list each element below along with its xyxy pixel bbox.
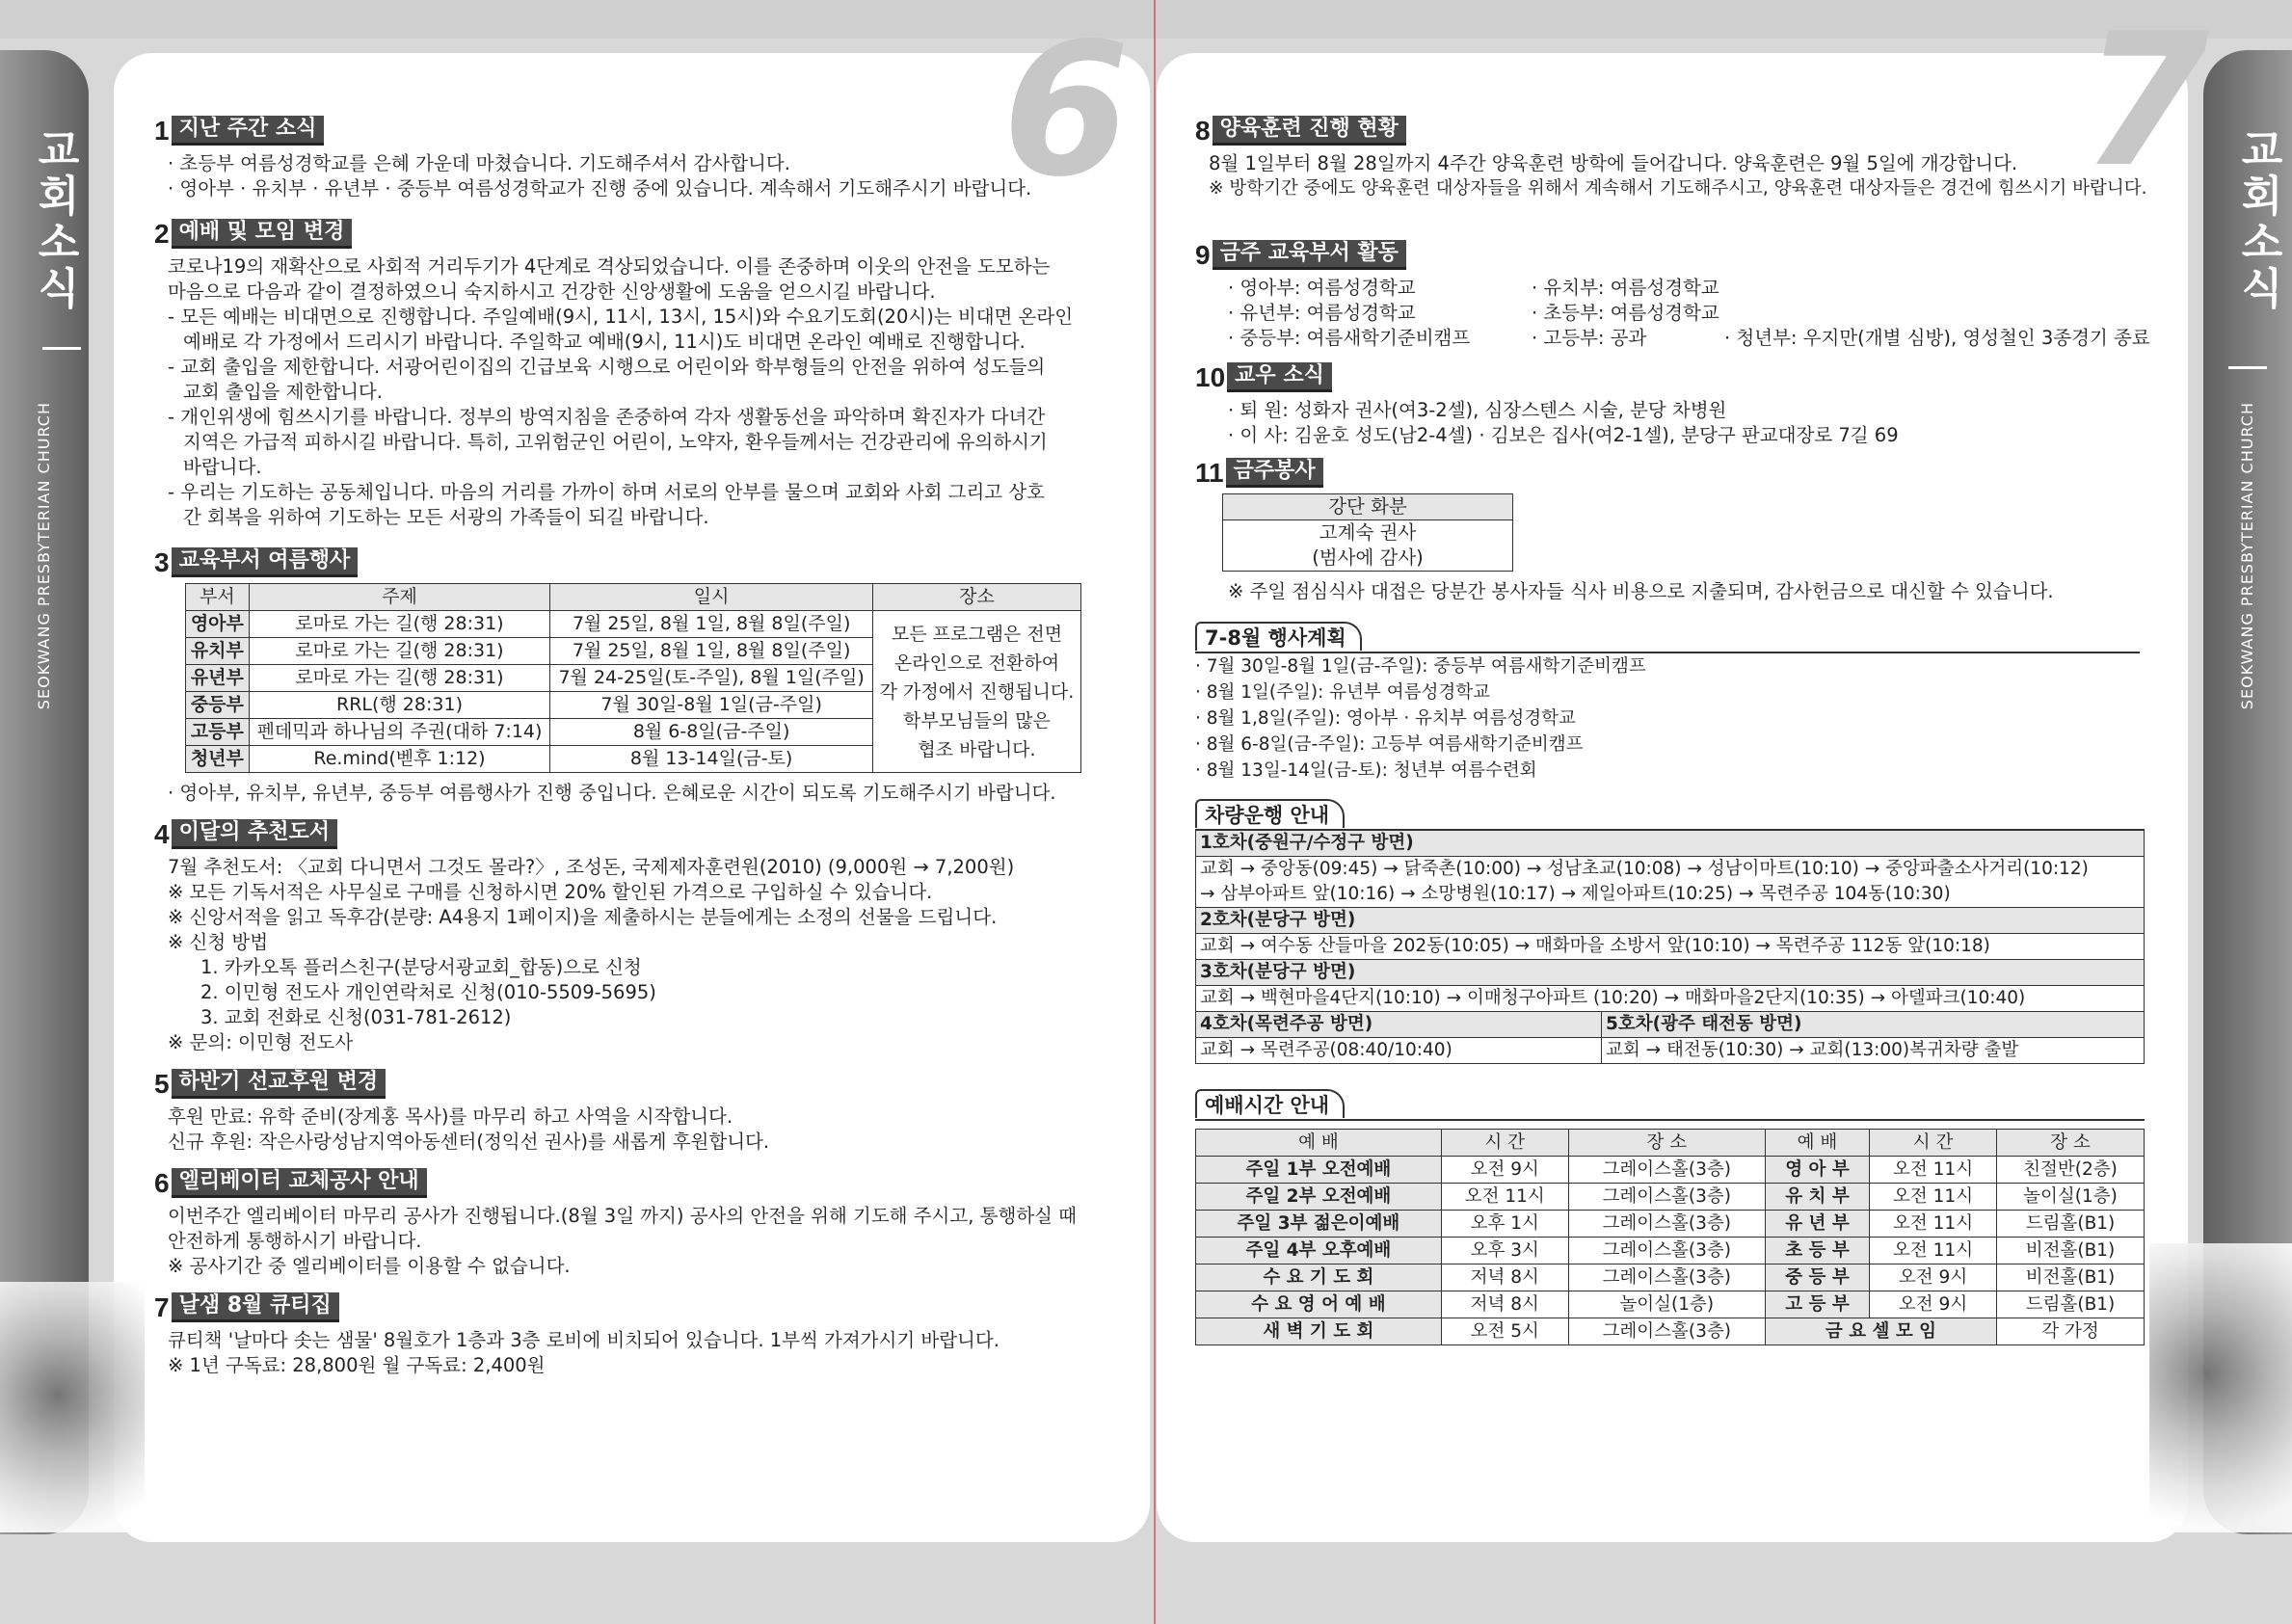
table-row	[1196, 1318, 2145, 1345]
table-header: 부서	[186, 584, 250, 611]
list-item: · 8월 1일(주일): 유년부 여름성경학교	[1195, 682, 1490, 703]
table-row	[1196, 1291, 2145, 1318]
list-item: · 8월 1,8일(주일): 영아부 · 유치부 여름성경학교	[1195, 708, 1576, 729]
place-line: 학부모님들의 많은	[903, 709, 1051, 732]
worship-place: 그레이스홀(3층)	[1568, 1238, 1765, 1265]
section-number: 4	[154, 818, 170, 849]
worship-time: 오전 11시	[1870, 1157, 1997, 1184]
theme-cell: 로마로 가는 길(행 28:31)	[249, 638, 550, 665]
worship-name: 영 아 부	[1765, 1157, 1869, 1184]
bus-route-line: 교회 → 여수동 산들마을 202동(10:05) → 매화마을 소방서 앞(10:10) → 목련주공 112동 앞(10:18)	[1200, 936, 1990, 956]
worship-place: 그레이스홀(3층)	[1568, 1184, 1765, 1211]
section-number: 10	[1195, 361, 1226, 392]
section-title: 엘리베이터 교체공사 안내	[172, 1168, 427, 1198]
dept-cell: 영아부	[186, 611, 250, 638]
text-line: · 퇴 원: 성화자 권사(여3-2셀), 심장스텐스 시술, 분당 차병원	[1228, 399, 1727, 421]
section-number: 2	[154, 218, 170, 249]
text-line: ※ 1년 구독료: 28,800원 월 구독료: 2,400원	[168, 1354, 546, 1376]
worship-time: 저녁 8시	[1441, 1265, 1568, 1291]
table-row	[186, 611, 1081, 638]
text-line: - 모든 예배는 비대면으로 진행합니다. 주일예배(9시, 11시, 13시, 15시)와 수요기도회(20시)는 비대면 온라인	[168, 306, 1074, 328]
bus-route	[1195, 908, 2145, 960]
text-line: · 이 사: 김윤호 성도(남2-4셀) · 김보은 집사(여2-1셀), 분당구 판교대장로 7길 69	[1228, 424, 1899, 446]
worship-name: 주일 2부 오전예배	[1196, 1184, 1442, 1211]
section-number: 1	[154, 115, 170, 146]
section-title: 예배 및 모임 변경	[172, 219, 353, 249]
section-training	[1195, 116, 2178, 201]
list-item: · 초등부: 여름성경학교	[1532, 302, 1719, 324]
worship-name: 중 등 부	[1765, 1265, 1869, 1291]
worship-time: 오전 11시	[1441, 1184, 1568, 1211]
table-header: 장소	[872, 584, 1080, 611]
side-title: 교회소식	[30, 127, 79, 312]
worship-name: 주일 1부 오전예배	[1196, 1157, 1442, 1184]
list-item: · 8월 6-8일(금-주일): 고등부 여름새학기준비캠프	[1195, 734, 1584, 755]
table-row	[1196, 1238, 2145, 1265]
text-line: 이번주간 엘리베이터 마무리 공사가 진행됩니다.(8월 3일 까지) 공사의 안전을 위해 기도해 주시고, 통행하실 때	[168, 1205, 1077, 1227]
worship-time: 오전 9시	[1441, 1157, 1568, 1184]
section-title: 이달의 추천도서	[172, 819, 337, 849]
list-item: · 7월 30일-8월 1일(금-주일): 중등부 여름새학기준비캠프	[1195, 656, 1646, 677]
section-elevator	[154, 1168, 1118, 1279]
dept-cell: 유년부	[186, 665, 250, 692]
worship-place: 그레이스홀(3층)	[1568, 1211, 1765, 1238]
table-header: 시 간	[1870, 1130, 1997, 1157]
worship-name: 수 요 기 도 회	[1196, 1265, 1442, 1291]
worship-place: 비전홀(B1)	[1997, 1238, 2145, 1265]
bus-route-head: 5호차(광주 태전동 방면)	[1602, 1012, 2144, 1038]
text-line: ※ 모든 기독서적은 사무실로 구매를 신청하시면 20% 할인된 가격으로 구입하실 수 있습니다.	[168, 881, 933, 903]
bus-route	[1195, 1012, 2145, 1064]
text-line: · 영아부, 유치부, 유년부, 중등부 여름행사가 진행 중입니다. 은혜로운 시간이 되도록 기도해주시기 바랍니다.	[168, 782, 1056, 804]
bus-route	[1195, 831, 2145, 908]
side-divider-right	[2228, 366, 2267, 369]
side-title-right: 교회소식	[2233, 127, 2282, 312]
theme-cell: 펜데믹과 하나님의 주권(대하 7:14)	[249, 719, 550, 746]
text-line: 7월 추천도서: 〈교회 다니면서 그것도 몰라?〉, 조성돈, 국제제자훈련원(2010) (9,000원 → 7,200원)	[168, 856, 1015, 878]
page-number-left: 6	[1002, 4, 1131, 217]
worship-time: 저녁 8시	[1441, 1291, 1568, 1318]
section-title: 양육훈련 진행 현황	[1213, 116, 1406, 146]
list-item: · 청년부: 우지만(개별 심방), 영성철인 3종경기 종료	[1724, 327, 2150, 349]
section-summer-events	[154, 547, 1118, 806]
text-line: 1. 카카오톡 플러스친구(분당서광교회_합동)으로 신청	[200, 956, 642, 978]
text-line: 큐티책 '날마다 솟는 샘물' 8월호가 1층과 3층 로비에 비치되어 있습니다. 1부씩 가져가시기 바랍니다.	[168, 1329, 999, 1351]
bus-table	[1195, 829, 2145, 1064]
text-line: - 우리는 기도하는 공동체입니다. 마음의 거리를 가까이 하며 서로의 안부를 물으며 교회와 사회 그리고 상호	[168, 481, 1046, 503]
table-row	[1196, 1211, 2145, 1238]
list-item: · 고등부: 공과	[1532, 327, 1647, 349]
worship-place: 친절반(2층)	[1997, 1157, 2145, 1184]
table-row	[1196, 1265, 2145, 1291]
text-line: 예배로 각 가정에서 드리시기 바랍니다. 주일학교 예배(9시, 11시)도 비대면 온라인 예배로 진행합니다.	[183, 331, 1026, 353]
worship-place: 드림홀(B1)	[1997, 1291, 2145, 1318]
worship-name: 수 요 영 어 예 배	[1196, 1291, 1442, 1318]
worship-place: 드림홀(B1)	[1997, 1211, 2145, 1238]
date-cell: 7월 24-25일(토-주일), 8월 1일(주일)	[550, 665, 873, 692]
worship-time: 오후 3시	[1441, 1238, 1568, 1265]
date-cell: 7월 30일-8월 1일(금-주일)	[550, 692, 873, 719]
side-subtitle: SEOKWANG PRESBYTERIAN CHURCH	[35, 402, 53, 710]
section-title: 날샘 8월 큐티집	[172, 1292, 339, 1322]
section-edu-activity	[1195, 240, 2178, 351]
worship-time: 오전 9시	[1870, 1291, 1997, 1318]
bus-route-line: → 삼부아파트 앞(10:16) → 소망병원(10:17) → 제일아파트(10:25) → 목련주공 104동(10:30)	[1200, 884, 1951, 904]
service-box-head: 강단 화분	[1223, 494, 1512, 520]
activity-col	[1532, 276, 1724, 351]
worship-name: 새 벽 기 도 회	[1196, 1318, 1442, 1345]
worship-time: 오전 11시	[1870, 1184, 1997, 1211]
activity-col	[1724, 276, 2150, 351]
text-line: 교회 출입을 제한합니다.	[183, 381, 383, 403]
worship-name: 유 치 부	[1765, 1184, 1869, 1211]
section-last-week	[154, 116, 1118, 201]
worship-name: 주일 4부 오후예배	[1196, 1238, 1442, 1265]
section-events-plan	[1195, 622, 2178, 784]
bus-route-line: 교회 → 중앙동(09:45) → 닭죽촌(10:00) → 성남초교(10:08) → 성남이마트(10:10) → 중앙파출소사거리(10:12)	[1200, 859, 2089, 879]
text-line: ※ 문의: 이민형 전도사	[168, 1031, 354, 1053]
theme-cell: Re.mind(벧후 1:12)	[249, 746, 550, 773]
worship-time: 오후 1시	[1441, 1211, 1568, 1238]
place-cell	[872, 611, 1080, 773]
text-line: 바랍니다.	[183, 456, 262, 478]
list-item: · 중등부: 여름새학기준비캠프	[1228, 327, 1471, 349]
text-line: ※ 방학기간 중에도 양육훈련 대상자들을 위해서 계속해서 기도해주시고, 양육훈련 대상자들은 경건에 힘쓰시기 바랍니다.	[1209, 178, 2147, 199]
section-worship-change	[154, 219, 1118, 530]
worship-name: 주일 3부 젊은이예배	[1196, 1211, 1442, 1238]
events-tab-title: 7-8월 행사계획	[1195, 622, 1362, 651]
fold-line	[1154, 0, 1156, 1624]
text-line: 코로나19의 재확산으로 사회적 거리두기가 4단계로 격상되었습니다. 이를 존중하며 이웃의 안전을 도모하는	[168, 255, 1051, 278]
worship-time: 오전 11시	[1870, 1238, 1997, 1265]
service-box	[1222, 493, 1513, 572]
table-header: 주제	[249, 584, 550, 611]
table-header: 예 배	[1765, 1130, 1869, 1157]
bus-route-line: 교회 → 태전동(10:30) → 교회(13:00)복귀차량 출발	[1606, 1040, 2019, 1060]
text-line: 2. 이민형 전도사 개인연락처로 신청(010-5509-5695)	[200, 981, 656, 1003]
worship-place: 각 가정	[1997, 1318, 2145, 1345]
section-title: 금주 교육부서 활동	[1213, 240, 1406, 270]
side-subtitle-right: SEOKWANG PRESBYTERIAN CHURCH	[2238, 402, 2256, 710]
worship-place: 놀이실(1층)	[1997, 1184, 2145, 1211]
place-line: 각 가정에서 진행됩니다.	[879, 680, 1075, 703]
table-header: 장 소	[1568, 1130, 1765, 1157]
dept-cell: 유치부	[186, 638, 250, 665]
section-service	[1195, 458, 2178, 604]
list-item: · 유치부: 여름성경학교	[1532, 277, 1719, 299]
section-mission	[154, 1069, 1118, 1155]
place-line: 협조 바랍니다.	[918, 738, 1036, 760]
service-box-line: 고계숙 권사	[1319, 521, 1417, 544]
bus-route-head: 2호차(분당구 방면)	[1196, 908, 2144, 934]
table-header: 장 소	[1997, 1130, 2145, 1157]
section-book	[154, 819, 1118, 1055]
bus-tab-title: 차량운행 안내	[1195, 799, 1345, 828]
dept-cell: 청년부	[186, 746, 250, 773]
worship-place: 그레이스홀(3층)	[1568, 1157, 1765, 1184]
table-header: 시 간	[1441, 1130, 1568, 1157]
section-title: 지난 주간 소식	[172, 116, 325, 146]
place-line: 모든 프로그램은 전면	[891, 623, 1063, 645]
worship-place: 그레이스홀(3층)	[1568, 1265, 1765, 1291]
section-worship-times	[1195, 1089, 2178, 1345]
text-line: ※ 신앙서적을 읽고 독후감(분량: A4용지 1페이지)을 제출하시는 분들에게는 소정의 선물을 드립니다.	[168, 906, 998, 928]
date-cell: 7월 25일, 8월 1일, 8월 8일(주일)	[550, 638, 873, 665]
table-row	[1196, 1157, 2145, 1184]
bus-route-head: 3호차(분당구 방면)	[1196, 960, 2144, 986]
section-title: 교육부서 여름행사	[172, 547, 359, 577]
activity-col	[1228, 276, 1532, 351]
worship-time: 오전 9시	[1870, 1265, 1997, 1291]
worship-rule	[1195, 1119, 2145, 1121]
theme-cell: RRL(행 28:31)	[249, 692, 550, 719]
section-number: 8	[1195, 115, 1211, 146]
text-line: 8월 1일부터 8월 28일까지 4주간 양육훈련 방학에 들어갑니다. 양육훈련은 9월 5일에 개강합니다.	[1209, 152, 2018, 174]
place-line: 온라인으로 전환하여	[893, 652, 1060, 674]
section-number: 6	[154, 1167, 170, 1198]
worship-name: 금 요 셀 모 임	[1765, 1318, 1996, 1345]
table-header: 예 배	[1196, 1130, 1442, 1157]
text-line: 지역은 가급적 피하시길 바랍니다. 특히, 고위험군인 어린이, 노약자, 환우들께서는 건강관리에 유의하시기	[183, 431, 1048, 453]
list-item: · 유년부: 여름성경학교	[1228, 302, 1416, 324]
section-number: 11	[1195, 457, 1224, 488]
theme-cell: 로마로 가는 길(행 28:31)	[249, 665, 550, 692]
list-item: · 영아부: 여름성경학교	[1228, 277, 1416, 299]
worship-time: 오전 11시	[1870, 1211, 1997, 1238]
text-line: - 개인위생에 힘쓰시기를 바랍니다. 정부의 방역지침을 존중하여 각자 생활동선을 파악하며 확진자가 다녀간	[168, 406, 1046, 428]
bus-route	[1195, 960, 2145, 1012]
worship-name: 초 등 부	[1765, 1238, 1869, 1265]
text-line: 간 회복을 위하여 기도하는 모든 서광의 가족들이 되길 바랍니다.	[183, 506, 709, 528]
section-bus	[1195, 799, 2178, 1064]
text-line: 안전하게 통행하시기 바랍니다.	[168, 1230, 422, 1252]
right-content	[1195, 116, 2178, 1345]
list-item: · 8월 13일-14일(금-토): 청년부 여름수련회	[1195, 760, 1537, 781]
section-title: 하반기 선교후원 변경	[172, 1069, 386, 1099]
date-cell: 8월 13-14일(금-토)	[550, 746, 873, 773]
theme-cell: 로마로 가는 길(행 28:31)	[249, 611, 550, 638]
worship-name: 유 년 부	[1765, 1211, 1869, 1238]
text-line: · 초등부 여름성경학교를 은혜 가운데 마쳤습니다. 기도해주셔서 감사합니다.	[168, 152, 790, 174]
worship-place: 놀이실(1층)	[1568, 1291, 1765, 1318]
text-line: 후원 만료: 유학 준비(장계홍 목사)를 마무리 하고 사역을 시작합니다.	[168, 1105, 733, 1128]
side-divider	[42, 347, 81, 350]
worship-table	[1195, 1129, 2145, 1345]
bus-route-line: 교회 → 백현마을4단지(10:10) → 이매청구아파트 (10:20) → 매화마을2단지(10:35) → 아델파크(10:40)	[1200, 988, 2026, 1008]
worship-place: 비전홀(B1)	[1997, 1265, 2145, 1291]
worship-place: 그레이스홀(3층)	[1568, 1318, 1765, 1345]
summer-events-table	[185, 583, 1081, 773]
table-row	[1196, 1184, 2145, 1211]
service-box-line: (범사에 감사)	[1312, 546, 1424, 569]
worship-time: 오전 5시	[1441, 1318, 1568, 1345]
bus-route-line: 교회 → 목련주공(08:40/10:40)	[1200, 1040, 1452, 1060]
left-content	[154, 116, 1118, 1378]
worship-name: 고 등 부	[1765, 1291, 1869, 1318]
section-number: 9	[1195, 239, 1211, 270]
bus-route-head: 1호차(중원구/수정구 방면)	[1196, 831, 2144, 857]
table-header: 일시	[550, 584, 873, 611]
date-cell: 7월 25일, 8월 1일, 8월 8일(주일)	[550, 611, 873, 638]
text-line: 신규 후원: 작은사랑성남지역아동센터(정익선 권사)를 새롭게 후원합니다.	[168, 1131, 770, 1153]
text-line: ※ 주일 점심식사 대접은 당분간 봉사자들 식사 비용으로 지출되며, 감사헌금으로 대신할 수 있습니다.	[1228, 580, 2054, 602]
dept-cell: 고등부	[186, 719, 250, 746]
section-number: 5	[154, 1068, 170, 1099]
section-title: 교우 소식	[1227, 362, 1332, 392]
text-line: ※ 공사기간 중 엘리베이터를 이용할 수 없습니다.	[168, 1255, 571, 1277]
date-cell: 8월 6-8일(금-주일)	[550, 719, 873, 746]
text-line: - 교회 출입을 제한합니다. 서광어린이집의 긴급보육 시행으로 어린이와 학부형들의 안전을 위하여 성도들의	[168, 356, 1046, 378]
text-line: ※ 신청 방법	[168, 931, 269, 953]
text-line: 3. 교회 전화로 신청(031-781-2612)	[200, 1006, 512, 1028]
section-number: 3	[154, 546, 170, 577]
section-qt	[154, 1292, 1118, 1378]
section-number: 7	[154, 1291, 170, 1322]
page-number-right: 7	[2082, 0, 2210, 207]
bus-route-head: 4호차(목련주공 방면)	[1196, 1012, 1601, 1038]
hands-photo-left	[0, 1282, 145, 1532]
section-title: 금주봉사	[1226, 458, 1323, 488]
text-line: · 영아부 · 유치부 · 유년부 · 중등부 여름성경학교가 진행 중에 있습니다. 계속해서 기도해주시기 바랍니다.	[168, 177, 1032, 200]
dept-cell: 중등부	[186, 692, 250, 719]
section-member-news	[1195, 362, 2178, 448]
text-line: 마음으로 다음과 같이 결정하였으니 숙지하시고 건강한 신앙생활에 도움을 얻으시길 바랍니다.	[168, 280, 936, 303]
worship-tab-title: 예배시간 안내	[1195, 1089, 1345, 1118]
